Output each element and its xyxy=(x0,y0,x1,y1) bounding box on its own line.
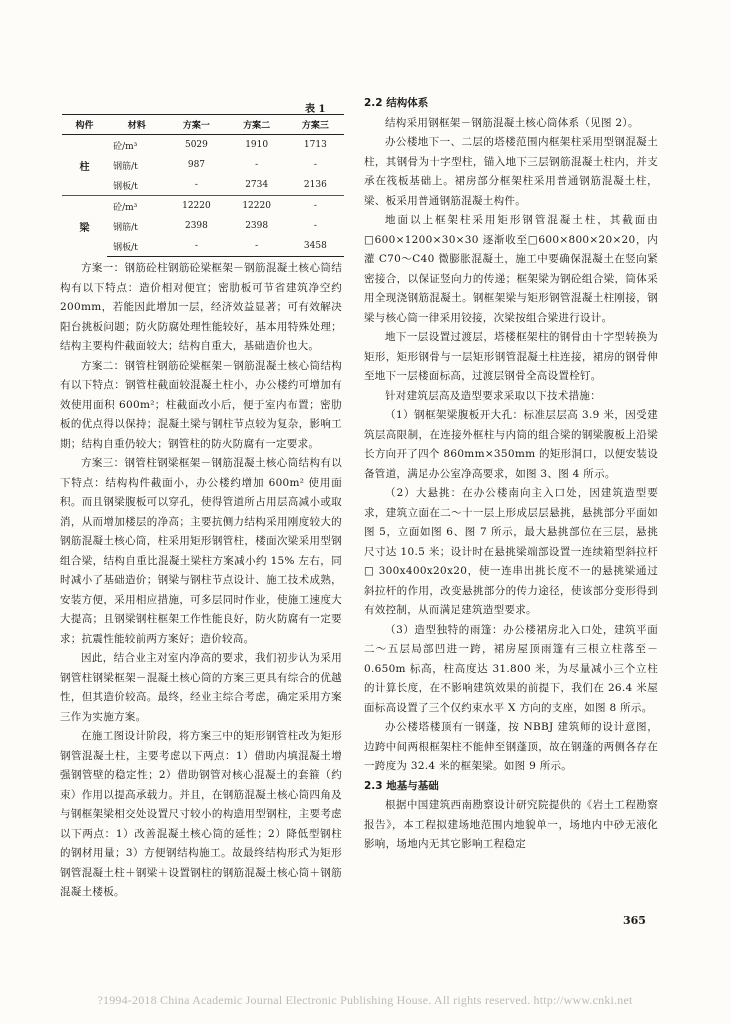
material-cell: 钢筋/t xyxy=(113,222,138,233)
materials-table xyxy=(62,114,344,257)
paragraph-scheme-3: 方案三：钢管柱钢梁框架－钢筋混凝土核心筒结构有以下特点：结构构件截面小，办公楼约增加 600m² 使用面积。而且钢梁腹板可以穿孔，使得管道所占用层高减小或取消，从而增加楼层的净高；主要抗侧力结构采用刚度较大的钢筋混凝土核心筒，柱采用矩形钢管柱，楼面次梁采用型钢组合梁，结构自重比混凝土梁柱方案减小约 15% 左右，同时减小了基础造价；钢梁与钢柱节点设计、施工技术成熟，安装方便，采用相应措施，可多层同时作业，使施工速度大大提高；且钢梁钢柱框架工作性能良好，防火防腐有一定要求；抗震性能较前两方案好；造价较高。 xyxy=(60,457,342,645)
paragraph: 结构采用钢框架－钢筋混凝土核心筒体系（见图 2）。 xyxy=(385,116,639,129)
paragraph: （2）大悬挑：在办公楼南向主入口处，因建筑造型要求，建筑立面在二～十一层上形成层层悬挑，悬挑部分平面如图 5，立面如图 6、图 7 所示，最大悬挑部位在三层，悬挑尺寸达 10.5 米；设计时在悬挑梁端部设置一连续箱型斜拉杆□ 300x400x20x20，使一连串出挑长度不一的悬挑梁通过斜拉杆的作用，改变悬挑部分的传力途径，使该部分变形得到有效控制，从而满足建筑造型要求。 xyxy=(364,487,658,616)
right-column-text xyxy=(364,94,658,855)
value-cell: 1910 xyxy=(245,140,269,150)
paragraph: 地下一层设置过渡层，塔楼框架柱的钢骨由十字型转换为矩形，矩形钢骨与一层矩形钢管混凝土柱连接，裙房的钢骨伸至地下一层楼面标高，过渡层钢骨全高设置栓钉。 xyxy=(364,331,658,382)
paragraph: 针对建筑层高及造型要求采取以下技术措施： xyxy=(385,389,601,402)
header-scheme-3: 方案三 xyxy=(287,115,344,135)
header-scheme-2: 方案二 xyxy=(227,115,287,135)
header-material: 材料 xyxy=(107,115,166,135)
paragraph: 地面以上框架柱采用矩形钢管混凝土柱，其截面由□600×1200×30×30 逐渐收至□600×800×20×20，内灌 C70～C40 微膨胀混凝土，施工中要确保混凝土在竖向紧密接合，以保证竖向力的传递；框架梁为钢砼组合梁，筒体采用全现浇钢筋混凝土。钢框架梁与矩形钢管混凝土柱刚接，钢梁与核心筒一律采用铰接，次梁按组合梁进行设计。 xyxy=(364,214,658,324)
material-cell: 砼/m³ xyxy=(113,141,138,152)
value-cell: 2734 xyxy=(245,180,269,190)
section-title-structure: 2.2 结构体系 xyxy=(364,97,429,109)
value-cell: 5029 xyxy=(184,140,208,150)
value-cell: 2398 xyxy=(184,221,208,231)
paragraph-scheme-2: 方案二：钢管柱钢筋砼梁框架－钢筋混凝土核心筒结构有以下特点：钢管柱截面较混凝土柱小，办公楼约可增加有效使用面积 600m²；柱截面改小后，便于室内布置；密肋板的优点得以保持；混凝土梁与钢柱节点较为复杂，影响工期；结构自重仍较大；钢管柱的防火防腐有一定要求。 xyxy=(60,359,342,450)
table-header-row xyxy=(62,115,344,135)
paragraph: 办公楼地下一、二层的塔楼范围内框架柱采用型钢混凝土柱，其钢骨为十字型柱，锚入地下三层钢筋混凝土柱内，并支承在筏板基础上。裙房部分框架柱采用普通钢筋混凝土柱，梁、板采用普通钢筋混凝土构件。 xyxy=(364,136,658,207)
paragraph-conclusion: 因此，结合业主对室内净高的要求，我们初步认为采用钢管柱钢梁框架－混凝土核心筒的方案三更具有综合的优越性，但其造价较高。最终，经业主综合考虑，确定采用方案三作为实施方案。 xyxy=(60,652,342,723)
value-cell: - xyxy=(313,221,317,231)
paragraph: （3）造型独特的雨篷：办公楼裙房北入口处，建筑平面二～五层局部凹进一跨，裙房屋顶雨篷有三根立柱落至－0.650m 标高，柱高度达 31.800 米，为尽量减小三个立柱的计算长度，在不影响建筑效果的前提下，我们在 26.4 米屋面标高设置了三个仅约束水平 X 方向的支座，如图 8 所示。 xyxy=(364,623,658,714)
header-member: 构件 xyxy=(62,115,107,135)
material-cell: 钢板/t xyxy=(113,181,138,192)
material-cell: 砼/m³ xyxy=(107,196,166,217)
value-cell: 3458 xyxy=(287,236,344,257)
value-cell: 12220 xyxy=(166,196,226,217)
section-title-foundation: 2.3 地基与基础 xyxy=(364,779,439,792)
value-cell: - xyxy=(255,160,259,170)
paragraph: （1）钢框架梁腹板开大孔：标准层层高 3.9 米，因受建筑层高限制，在连接外框柱与内筒的组合梁的钢梁腹板上沿梁长方向开了四个 860mm×350mm 的矩形洞口，以便安装设备管道，满足办公室净高要求，如图 3、图 4 所示。 xyxy=(364,409,658,480)
value-cell: - xyxy=(313,160,317,170)
table-label: 表 1 xyxy=(305,104,326,115)
value-cell: 2136 xyxy=(303,180,327,190)
page-number: 365 xyxy=(623,914,646,927)
header-scheme-1: 方案一 xyxy=(166,115,226,135)
value-cell: - xyxy=(194,180,198,190)
value-cell: 1713 xyxy=(303,140,327,150)
member-cell: 梁 xyxy=(62,196,107,257)
value-cell: - xyxy=(227,236,287,257)
member-cell: 柱 xyxy=(79,161,90,173)
value-cell: - xyxy=(166,236,226,257)
table-row xyxy=(62,135,344,156)
paragraph: 根据中国建筑西南勘察设计研究院提供的《岩土工程勘察报告》，本工程拟建场地范围内地貌单一，场地内中砂无液化影响，场地内无其它影响工程稳定 xyxy=(364,799,658,850)
material-cell: 钢筋/t xyxy=(113,161,138,172)
left-column-text xyxy=(60,259,342,903)
material-cell: 钢板/t xyxy=(107,236,166,257)
value-cell: - xyxy=(287,196,344,217)
table-row xyxy=(62,196,344,217)
value-cell: 2398 xyxy=(245,221,269,231)
paragraph: 办公楼塔楼顶有一钢蓬，按 NBBJ 建筑师的设计意图，边跨中间两根框架柱不能伸至钢蓬顶，故在钢蓬的两侧各存在一跨度为 32.4 米的框架梁。如图 9 所示。 xyxy=(364,721,658,772)
value-cell: 12220 xyxy=(227,196,287,217)
value-cell: 987 xyxy=(187,160,206,170)
paragraph-scheme-1: 方案一：钢筋砼柱钢筋砼梁框架－钢筋混凝土核心筒结构有以下特点：造价相对便宜；密肋板可节省建筑净空约 200mm，若能因此增加一层，经济效益显著；可有效解决阳台挑板问题；防火防腐处理性能较好，基本用特殊处理；结构主要构件截面较大；结构自重大，基础造价也大。 xyxy=(60,262,342,352)
copyright-footer: ?1994-2018 China Academic Journal Electronic Publishing House. All rights reserved. http://www.cnki.net xyxy=(97,993,633,1007)
paragraph-construction-design: 在施工图设计阶段，将方案三中的矩形钢管柱改为矩形钢管混凝土柱，主要考虑以下两点：1）借助内填混凝土增强钢管壁的稳定性；2）借助钢管对核心混凝土的套箍（约束）作用以提高承载力。并且，在钢筋混凝土核心筒四角及与钢框架梁相交处设置尺寸较小的构造用型钢柱，主要考虑以下两点：1）改善混凝土核心筒的延性；2）降低型钢柱的钢材用量；3）方便钢结构施工。故最终结构形式为矩形钢管混凝土柱＋钢梁＋设置钢柱的钢筋混凝土核心筒＋钢筋混凝土楼板。 xyxy=(60,730,342,898)
